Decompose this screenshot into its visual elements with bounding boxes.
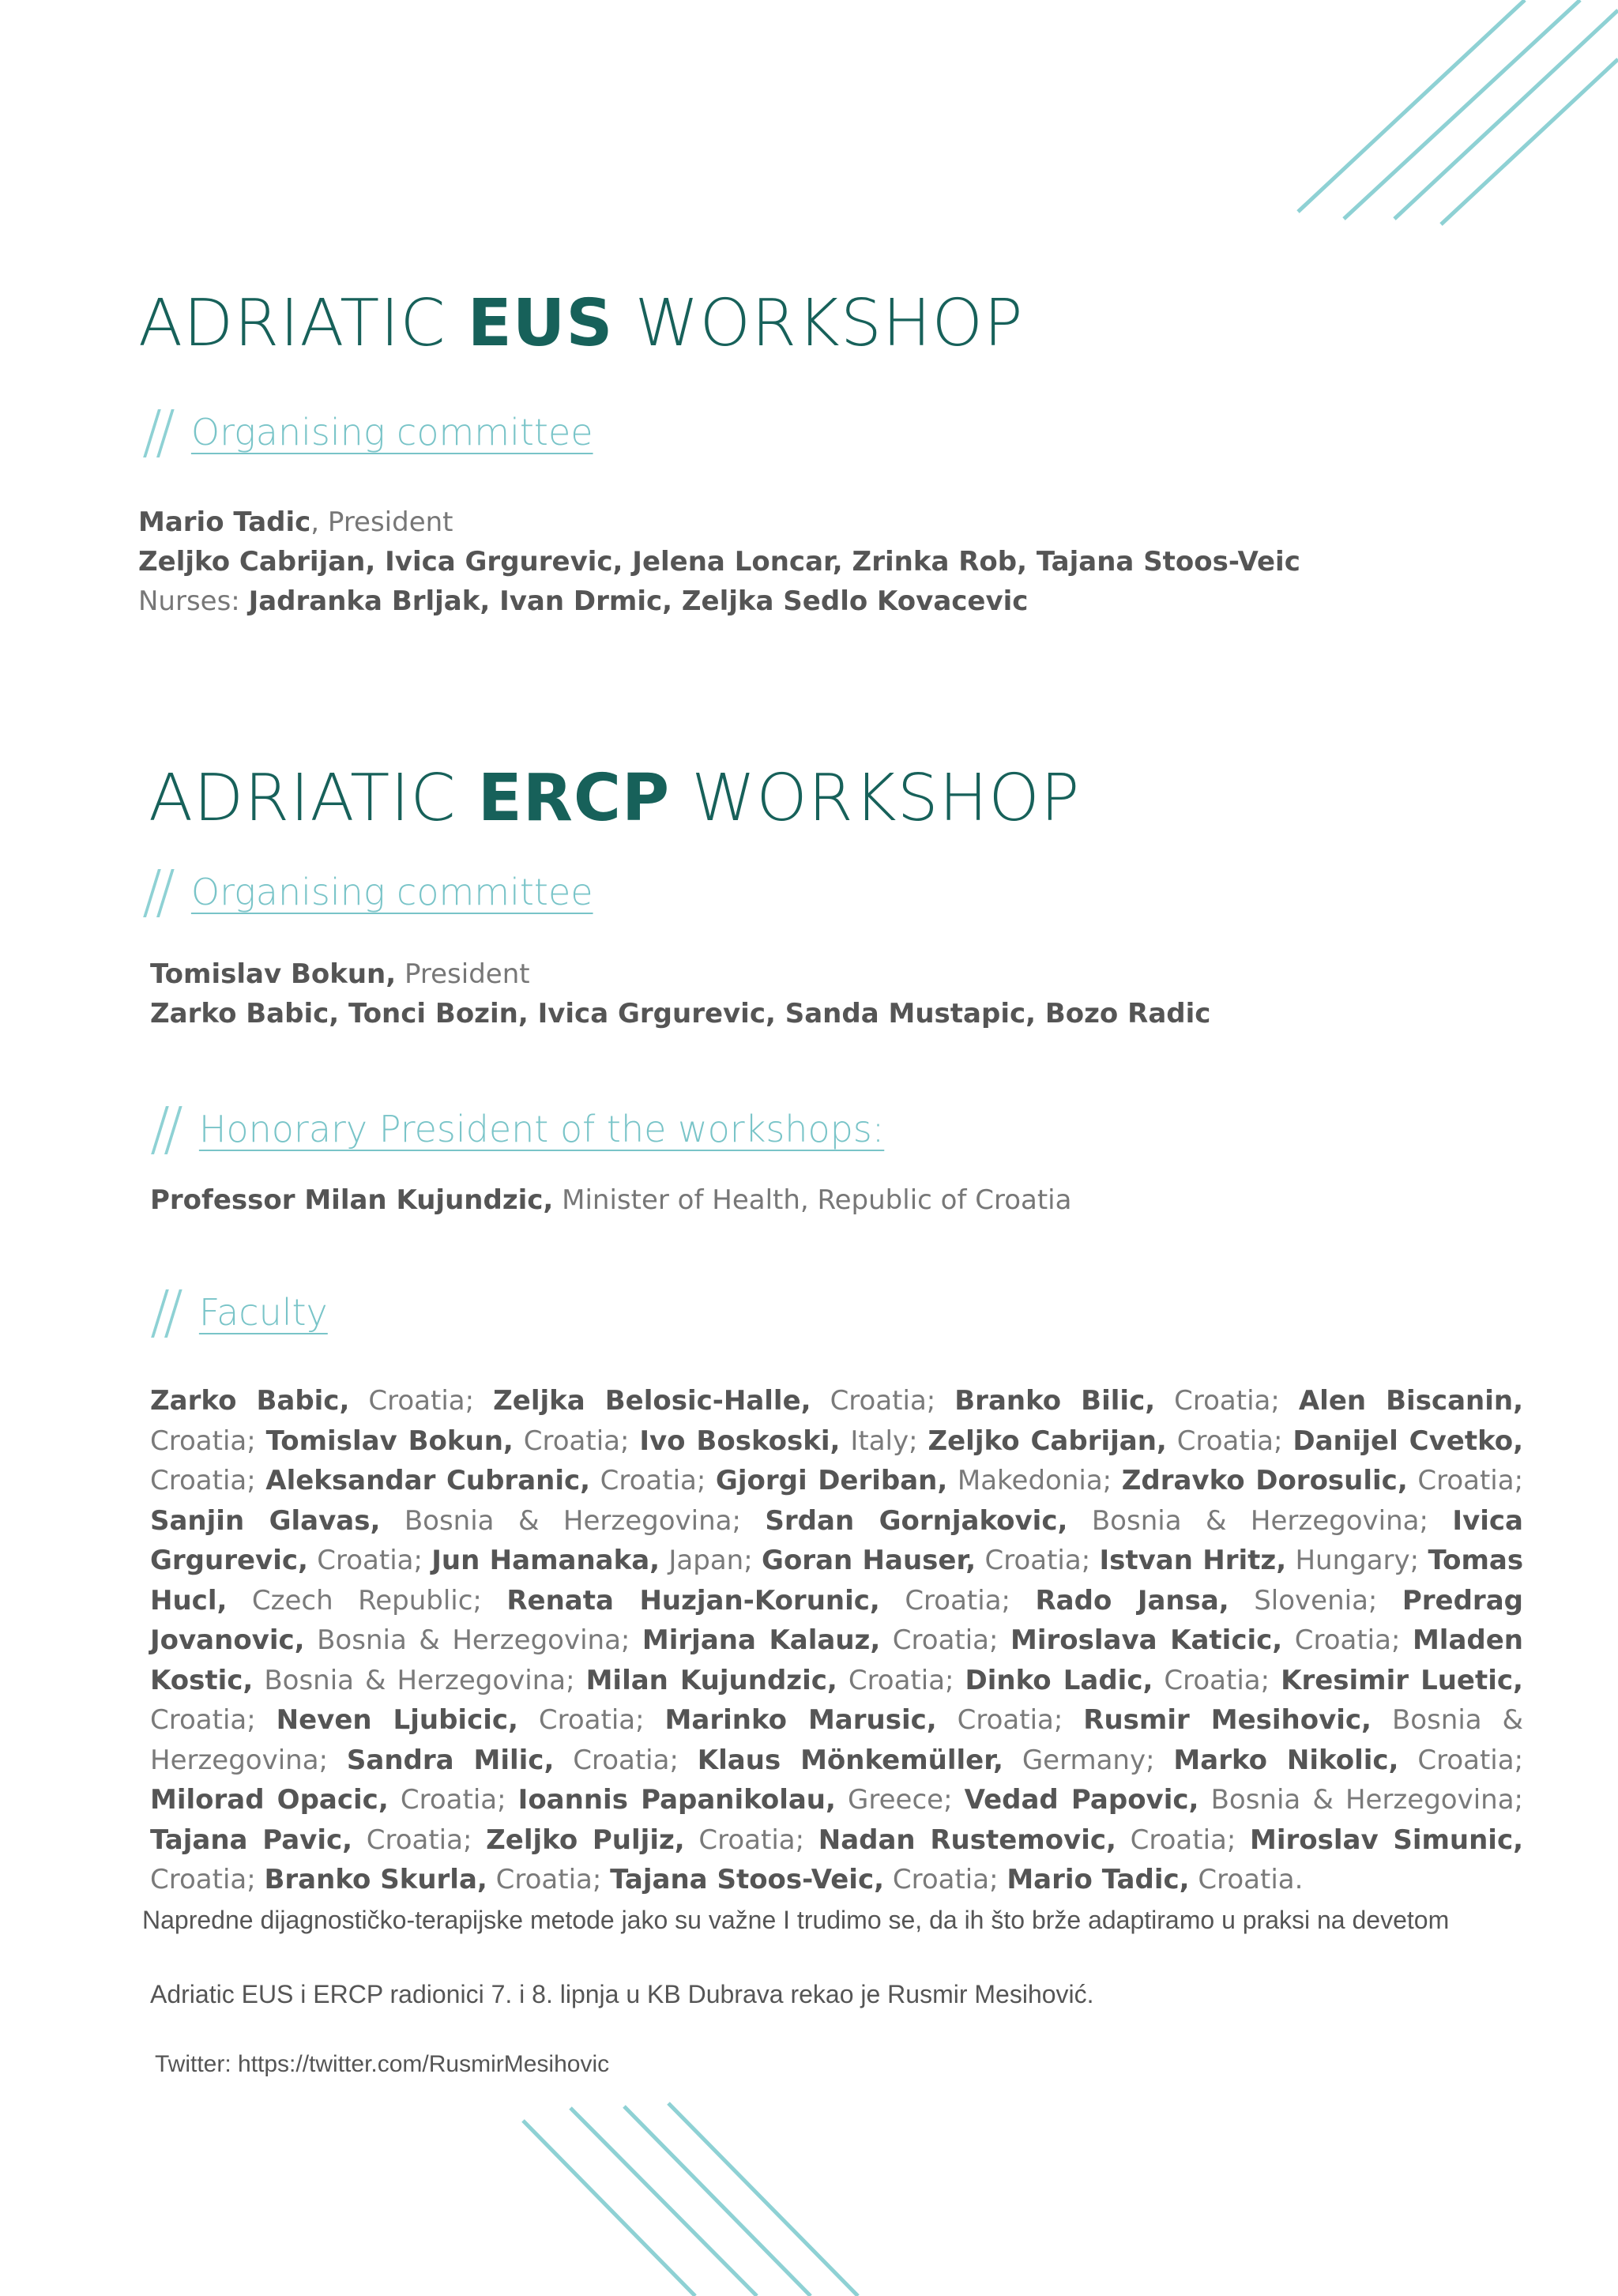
faculty-member-name: Rado Jansa, xyxy=(1035,1584,1229,1617)
faculty-member-name: Milorad Opacic, xyxy=(150,1784,389,1816)
eus-members: Zeljko Cabrijan, Ivica Grgurevic, Jelena Loncar, Zrinka Rob, Tajana Stoos-Veic xyxy=(138,546,1300,578)
eus-president-name: Mario Tadic xyxy=(138,506,311,538)
faculty-member-name: Marinko Marusic, xyxy=(664,1704,937,1736)
faculty-member-name: Jun Hamanaka, xyxy=(431,1545,660,1576)
faculty-member xyxy=(1122,1465,1523,1496)
faculty-member-name: Srdan Gornjakovic, xyxy=(765,1504,1068,1537)
faculty-member xyxy=(1035,1585,1377,1617)
faculty-member-name: Ivica Grgurevic, xyxy=(150,1504,1523,1576)
faculty-member xyxy=(506,1585,1010,1617)
double-slash-icon: // xyxy=(150,1278,177,1346)
faculty-member xyxy=(150,1824,472,1856)
faculty-member-country: Croatia; xyxy=(573,1744,679,1776)
faculty-member-name: Miroslava Katicic, xyxy=(1010,1624,1283,1656)
faculty-member-country: Bosnia & Herzegovina; xyxy=(150,1704,1524,1776)
faculty-member-name: Ioannis Papanikolau, xyxy=(517,1784,836,1816)
faculty-heading xyxy=(150,1278,328,1346)
eus-nurses: Jadranka Brljak, Ivan Drmic, Zeljka Sedlo Kovacevic xyxy=(248,585,1029,617)
faculty-member xyxy=(150,1505,741,1537)
ercp-members: Zarko Babic, Tonci Bozin, Ivica Grgurevic, Sanda Mustapic, Bozo Radic xyxy=(150,998,1211,1029)
footer-line-1: Napredne dijagnostičko-terapijske metode jako su važne I trudimo se, da ih što brže adaptiramo u praksi na devetom xyxy=(142,1906,1450,1934)
faculty-member xyxy=(1007,1864,1303,1895)
faculty-member xyxy=(277,1704,645,1736)
faculty-member xyxy=(698,1745,1155,1776)
faculty-member-country: Czech Republic; xyxy=(251,1584,482,1617)
faculty-member-country: Bosnia & Herzegovina; xyxy=(317,1624,630,1656)
bottom-lines-decoration xyxy=(506,2102,916,2296)
faculty-member xyxy=(610,1864,998,1895)
faculty-member-name: Nadan Rustemovic, xyxy=(818,1824,1116,1856)
faculty-member-country: Croatia; xyxy=(523,1425,630,1457)
faculty-member xyxy=(818,1824,1236,1856)
faculty-member-name: Dinko Ladic, xyxy=(965,1664,1153,1696)
faculty-member xyxy=(265,1864,602,1895)
honorary-role: Minister of Health, Republic of Croatia xyxy=(553,1184,1072,1216)
faculty-member-name: Sanjin Glavas, xyxy=(150,1504,381,1537)
honorary-heading xyxy=(150,1095,885,1163)
ercp-workshop-title xyxy=(149,761,1080,836)
faculty-member xyxy=(265,1465,706,1496)
honorary-label: Honorary President of the workshops: xyxy=(198,1108,885,1150)
faculty-member-country: Croatia; xyxy=(150,1704,256,1736)
ercp-committee-members xyxy=(150,954,1210,1033)
faculty-member-name: Tajana Stoos-Veic, xyxy=(610,1864,885,1895)
faculty-member-country: Croatia; xyxy=(698,1824,805,1856)
faculty-member-country: Bosnia & Herzegovina; xyxy=(264,1664,575,1696)
faculty-member-name: Zarko Babic, xyxy=(150,1385,350,1417)
faculty-member-country: Japan; xyxy=(668,1545,753,1576)
faculty-member-country: Croatia; xyxy=(538,1704,645,1736)
faculty-member xyxy=(150,1784,506,1816)
faculty-member xyxy=(493,1385,935,1417)
faculty-member xyxy=(1173,1745,1523,1776)
faculty-member-country: Croatia; xyxy=(400,1784,506,1816)
faculty-member-country: Croatia; xyxy=(892,1864,999,1895)
faculty-member xyxy=(1010,1624,1400,1656)
faculty-member-country: Croatia; xyxy=(1417,1465,1524,1496)
faculty-member-name: Milan Kujundzic, xyxy=(585,1664,837,1696)
eus-title-bold: EUS xyxy=(467,286,614,361)
faculty-member-country: Croatia; xyxy=(150,1864,256,1895)
eus-president-line xyxy=(138,502,1300,542)
ercp-president-role: President xyxy=(396,958,530,990)
eus-president-role: , President xyxy=(310,506,453,538)
faculty-member-name: Zeljka Belosic-Halle, xyxy=(493,1385,811,1417)
faculty-member-country: Bosnia & Herzegovina; xyxy=(1210,1784,1523,1816)
faculty-member-country: Croatia; xyxy=(600,1465,706,1496)
faculty-member xyxy=(665,1704,1063,1736)
faculty-member xyxy=(266,1425,630,1457)
faculty-member-country: Croatia; xyxy=(317,1545,423,1576)
faculty-member-name: Branko Bilic, xyxy=(954,1385,1156,1417)
eus-members-line xyxy=(138,542,1300,582)
faculty-member-name: Aleksandar Cubranic, xyxy=(265,1465,591,1496)
faculty-member-country: Croatia; xyxy=(984,1545,1091,1576)
ercp-committee-label: Organising committee xyxy=(190,871,593,913)
faculty-member-name: Zeljko Cabrijan, xyxy=(928,1425,1167,1457)
top-right-lines-decoration xyxy=(1264,0,1618,237)
ercp-president-line xyxy=(150,954,1210,994)
faculty-list xyxy=(150,1381,1523,1900)
faculty-member-country: Croatia; xyxy=(495,1864,602,1895)
honorary-president xyxy=(150,1180,1071,1220)
faculty-member-name: Branko Skurla, xyxy=(264,1864,487,1895)
faculty-member-country: Croatia; xyxy=(1164,1664,1270,1696)
faculty-member-country: Croatia; xyxy=(1417,1744,1524,1776)
faculty-label: Faculty xyxy=(198,1291,328,1334)
faculty-member-country: Croatia; xyxy=(1294,1624,1401,1656)
faculty-member-name: Mladen Kostic, xyxy=(150,1624,1523,1696)
faculty-member-country: Croatia; xyxy=(1130,1824,1236,1856)
faculty-member xyxy=(765,1505,1428,1537)
ercp-title-bold: ERCP xyxy=(477,761,671,836)
faculty-member xyxy=(642,1624,999,1656)
faculty-member-name: Renata Huzjan-Korunic, xyxy=(506,1584,880,1617)
double-slash-icon: // xyxy=(142,858,169,926)
faculty-member-country: Makedonia; xyxy=(957,1465,1112,1496)
faculty-member-country: Croatia. xyxy=(1198,1864,1304,1895)
faculty-member xyxy=(586,1665,954,1696)
faculty-member-country: Hungary; xyxy=(1295,1545,1420,1576)
faculty-member-name: Tomas Hucl, xyxy=(150,1545,1524,1617)
faculty-member-country: Croatia; xyxy=(1174,1385,1280,1417)
ercp-members-line xyxy=(150,994,1210,1033)
faculty-member xyxy=(431,1545,752,1576)
ercp-title-pre: ADRIATIC xyxy=(149,761,478,836)
eus-workshop-title xyxy=(138,286,1024,361)
faculty-member xyxy=(762,1545,1090,1576)
faculty-member-name: Marko Nikolic, xyxy=(1173,1744,1399,1776)
faculty-member-country: Croatia; xyxy=(1176,1425,1283,1457)
faculty-member-name: Alen Biscanin, xyxy=(1298,1385,1524,1417)
faculty-member xyxy=(518,1784,953,1816)
faculty-member-name: Vedad Papovic, xyxy=(964,1784,1199,1816)
faculty-member xyxy=(928,1425,1282,1457)
faculty-member-name: Goran Hauser, xyxy=(762,1545,976,1576)
faculty-member-name: Tomislav Bokun, xyxy=(265,1425,514,1457)
honorary-name: Professor Milan Kujundzic, xyxy=(150,1184,554,1216)
double-slash-icon: // xyxy=(150,1095,177,1163)
eus-nurses-label: Nurses: xyxy=(138,585,249,617)
eus-committee-members xyxy=(138,502,1300,621)
faculty-member-name: Ivo Boskoski, xyxy=(639,1425,841,1457)
faculty-member-country: Germany; xyxy=(1022,1744,1155,1776)
faculty-member-name: Kresimir Luetic, xyxy=(1281,1664,1523,1696)
faculty-member-country: Bosnia & Herzegovina; xyxy=(1091,1504,1428,1537)
faculty-member xyxy=(965,1665,1270,1696)
faculty-member-name: Rusmir Mesihovic, xyxy=(1083,1704,1372,1736)
ercp-president-name: Tomislav Bokun, xyxy=(150,958,397,990)
eus-committee-heading xyxy=(142,398,593,466)
faculty-member-country: Italy; xyxy=(850,1425,918,1457)
faculty-member-name: Istvan Hritz, xyxy=(1099,1545,1287,1576)
faculty-member-country: Croatia; xyxy=(848,1664,954,1696)
faculty-member xyxy=(486,1824,804,1856)
eus-title-post: WORKSHOP xyxy=(613,286,1024,361)
faculty-member-country: Croatia; xyxy=(366,1824,472,1856)
faculty-member-name: Klaus Mönkemüller, xyxy=(697,1744,1003,1776)
faculty-member-name: Danijel Cvetko, xyxy=(1293,1425,1524,1457)
faculty-member-country: Croatia; xyxy=(368,1385,475,1417)
faculty-member-name: Predrag Jovanovic, xyxy=(150,1584,1523,1656)
faculty-member-country: Croatia; xyxy=(905,1584,1010,1617)
faculty-member xyxy=(347,1745,679,1776)
eus-nurses-line xyxy=(138,582,1300,621)
faculty-member xyxy=(639,1425,917,1457)
faculty-member-country: Greece; xyxy=(848,1784,953,1816)
footer-twitter: Twitter: https://twitter.com/RusmirMesihovic xyxy=(155,2051,610,2077)
faculty-member-country: Slovenia; xyxy=(1254,1584,1378,1617)
ercp-committee-heading xyxy=(142,858,593,926)
honorary-line xyxy=(150,1180,1071,1220)
faculty-member-name: Sandra Milic, xyxy=(346,1744,555,1776)
double-slash-icon: // xyxy=(142,398,169,466)
faculty-member-name: Neven Ljubicic, xyxy=(276,1704,518,1736)
footer-line-2: Adriatic EUS i ERCP radionici 7. i 8. lipnja u KB Dubrava rekao je Rusmir Mesihović. xyxy=(150,1980,1094,2008)
ercp-title-post: WORKSHOP xyxy=(670,761,1081,836)
faculty-member-country: Bosnia & Herzegovina; xyxy=(404,1504,741,1537)
faculty-member-country: Croatia; xyxy=(957,1704,1063,1736)
faculty-member xyxy=(954,1385,1280,1417)
faculty-member xyxy=(150,1385,474,1417)
faculty-member xyxy=(1100,1545,1420,1576)
faculty-member-name: Mirjana Kalauz, xyxy=(642,1624,881,1656)
faculty-member-country: Croatia; xyxy=(150,1425,256,1457)
faculty-member-country: Croatia; xyxy=(892,1624,999,1656)
faculty-member-name: Mario Tadic, xyxy=(1007,1864,1190,1895)
faculty-member xyxy=(716,1465,1112,1496)
faculty-member-country: Croatia; xyxy=(830,1385,936,1417)
faculty-member-name: Miroslav Simunic, xyxy=(1250,1824,1524,1856)
faculty-member-name: Zeljko Puljiz, xyxy=(486,1824,685,1856)
faculty-member xyxy=(965,1784,1523,1816)
faculty-member-name: Zdravko Dorosulic, xyxy=(1121,1465,1408,1496)
faculty-member-name: Tajana Pavic, xyxy=(150,1824,353,1856)
eus-committee-label: Organising committee xyxy=(190,411,593,454)
eus-title-pre: ADRIATIC xyxy=(138,286,468,361)
faculty-member-name: Gjorgi Deriban, xyxy=(715,1465,948,1496)
faculty-member-country: Croatia; xyxy=(150,1465,256,1496)
